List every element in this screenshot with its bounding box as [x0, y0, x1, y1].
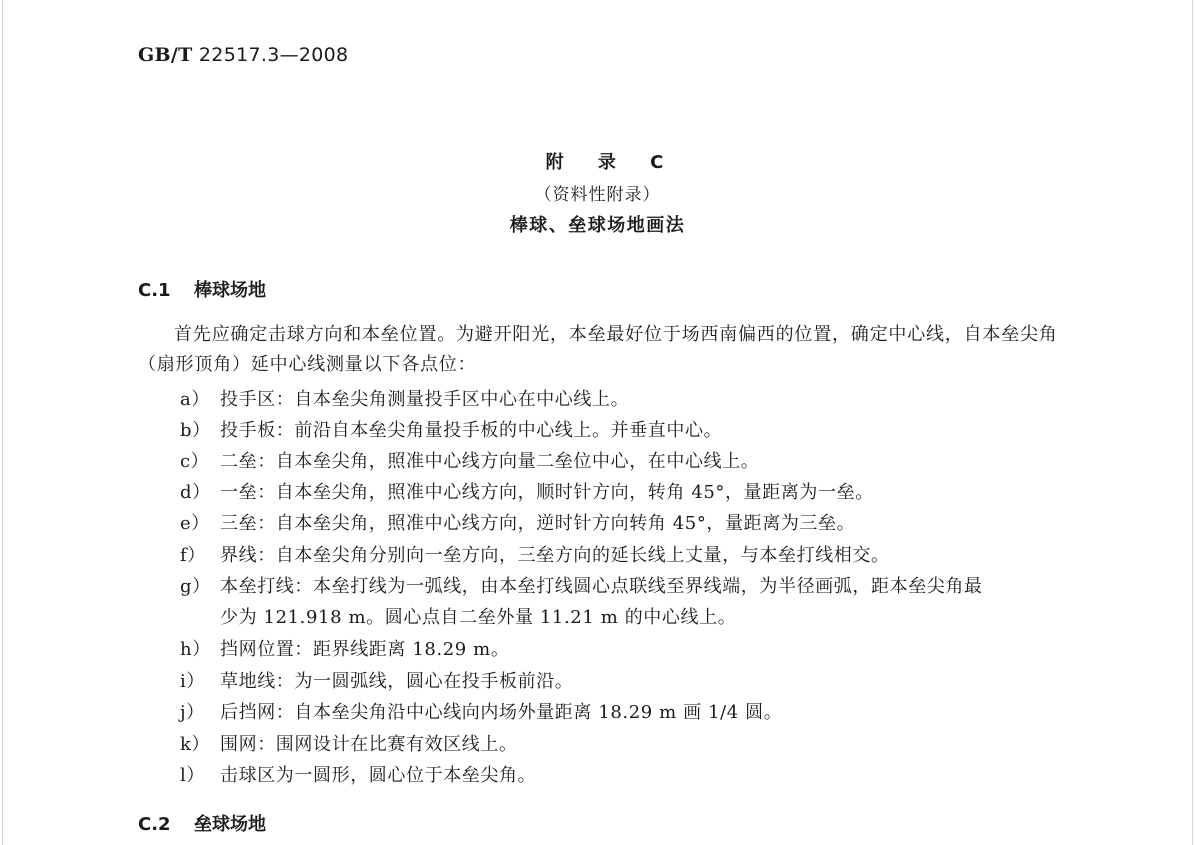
- list-text: 后挡网：自本垒尖角沿中心线向内场外量距离 18.29 m 画 1/4 圆。: [220, 702, 783, 723]
- list-marker: f）: [180, 545, 206, 566]
- list-text: 草地线：为一圆弧线，圆心在投手板前沿。: [220, 671, 574, 692]
- list-text: 本垒打线：本垒打线为一弧线，由本垒打线圆心点联线至界线端，为半径画弧，距本垒尖角最: [220, 576, 983, 597]
- list-marker: d）: [180, 482, 211, 503]
- list-text: 界线：自本垒尖角分别向一垒方向，三垒方向的延长线上丈量，与本垒打线相交。: [220, 545, 890, 566]
- list-item-c: [180, 446, 1070, 477]
- list-marker: e）: [180, 513, 210, 534]
- list-item-g: [180, 571, 1070, 633]
- list-text: 投手区：自本垒尖角测量投手区中心在中心线上。: [220, 389, 630, 410]
- section-number: C.2: [138, 814, 171, 835]
- section-title: 棒球场地: [194, 280, 266, 301]
- list-marker: b）: [180, 420, 211, 441]
- list-item-k: [180, 729, 1070, 760]
- section-heading-c1: [138, 276, 266, 302]
- list-marker: l）: [180, 765, 205, 786]
- appendix-type: （资料性附录）: [534, 185, 661, 205]
- list-text-continuation: 少为 121.918 m。圆心点自二垒外量 11.21 m 的中心线上。: [220, 607, 737, 628]
- appendix-title: 附 录 C: [545, 152, 678, 173]
- section-number: C.1: [138, 280, 171, 301]
- list-item-e: [180, 508, 1070, 539]
- list-item-b: [180, 415, 1070, 446]
- list-marker: j）: [180, 702, 205, 723]
- list-item-f: [180, 540, 1070, 571]
- section-heading-c2: [138, 810, 266, 836]
- list-item-l: [180, 760, 1070, 791]
- appendix-name: 棒球、垒球场地画法: [509, 215, 686, 236]
- list-item-d: [180, 477, 1070, 508]
- list-text: 一垒：自本垒尖角，照准中心线方向，顺时针方向，转角 45°，量距离为一垒。: [220, 482, 874, 503]
- list-marker: k）: [180, 734, 211, 755]
- list-text: 二垒：自本垒尖角，照准中心线方向量二垒位中心，在中心线上。: [220, 451, 760, 472]
- list-marker: g）: [180, 576, 211, 597]
- list-marker: a）: [180, 389, 210, 410]
- list-marker: c）: [180, 451, 210, 472]
- list-marker: h）: [180, 639, 211, 660]
- standard-code: [138, 44, 348, 66]
- list-item-a: [180, 384, 1070, 415]
- list-text: 围网：围网设计在比赛有效区线上。: [220, 734, 518, 755]
- section-title: 垒球场地: [194, 814, 266, 835]
- intro-paragraph: 首先应确定击球方向和本垒位置。为避开阳光，本垒最好位于场西南偏西的位置，确定中心线，自本垒尖角（扇形顶角）延中心线测量以下各点位：: [138, 324, 1058, 375]
- list-text: 三垒：自本垒尖角，照准中心线方向，逆时针方向转角 45°，量距离为三垒。: [220, 513, 856, 534]
- list-text: 投手板：前沿自本垒尖角量投手板的中心线上。并垂直中心。: [220, 420, 723, 441]
- standard-number: 22517.3—2008: [198, 44, 349, 66]
- page-edge-left: [2, 0, 3, 845]
- standard-prefix: GB/T: [138, 44, 193, 66]
- list-text: 击球区为一圆形，圆心位于本垒尖角。: [220, 765, 537, 786]
- list-item-h: [180, 634, 1070, 665]
- list-marker: i）: [180, 671, 205, 692]
- list-item-j: [180, 697, 1070, 728]
- list-text: 挡网位置：距界线距离 18.29 m。: [220, 639, 510, 660]
- list-item-i: [180, 666, 1070, 697]
- page-edge-right: [1192, 0, 1193, 845]
